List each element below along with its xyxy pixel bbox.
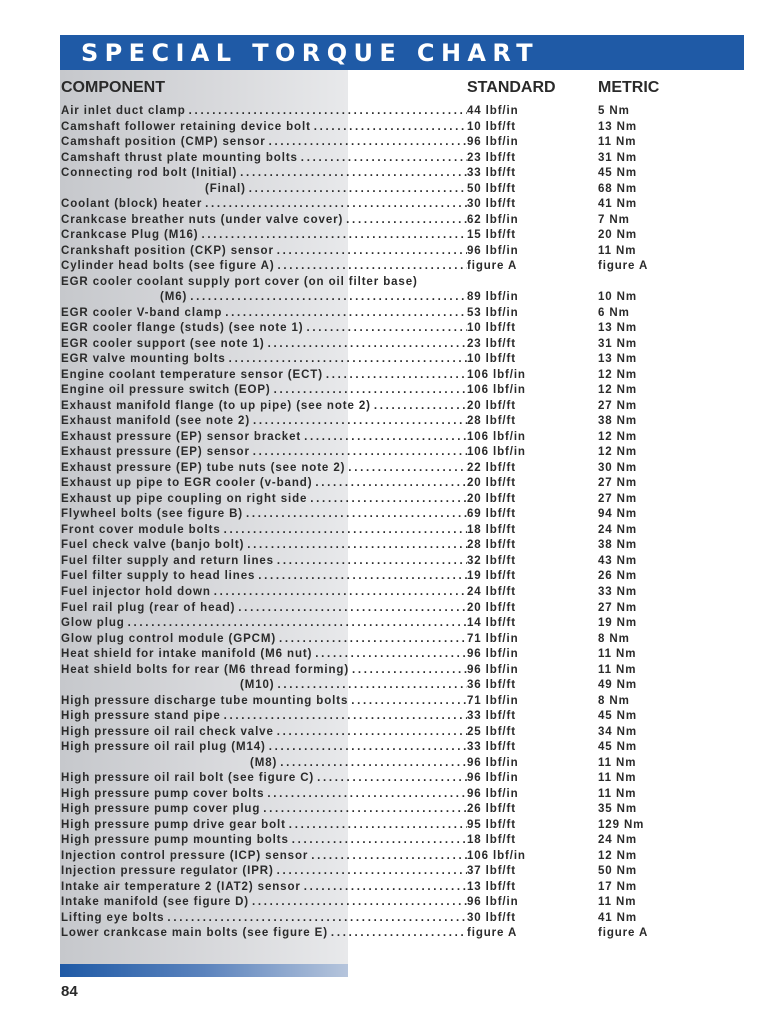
metric-value: 27 Nm bbox=[598, 477, 638, 490]
metric-value: figure A bbox=[598, 260, 649, 273]
component-name: Fuel filter supply to head lines . . . bbox=[61, 569, 467, 585]
table-row bbox=[0, 864, 768, 880]
standard-value: 25 lbf/ft bbox=[467, 725, 592, 741]
component-name: Fuel rail plug (rear of head) . . . bbox=[61, 601, 467, 617]
standard-value: 13 lbf/ft bbox=[467, 880, 592, 896]
table-row bbox=[0, 306, 768, 322]
table-row bbox=[0, 787, 768, 803]
table-row bbox=[0, 756, 768, 772]
table-row bbox=[0, 414, 768, 430]
metric-value: 12 Nm bbox=[598, 430, 638, 443]
metric-value: 35 Nm bbox=[598, 803, 638, 816]
component-name: EGR cooler flange (studs) (see note 1) . . . bbox=[61, 321, 467, 337]
standard-value: 20 lbf/ft bbox=[467, 399, 592, 415]
metric-value: 17 Nm bbox=[598, 880, 638, 893]
component-name: Injection control pressure (ICP) sensor . . . bbox=[61, 849, 467, 865]
table-row bbox=[0, 647, 768, 663]
component-name: Lower crankcase main bolts (see figure E) . . . bbox=[61, 926, 467, 942]
standard-value: 20 lbf/ft bbox=[467, 476, 592, 492]
metric-value: 13 Nm bbox=[598, 353, 638, 366]
component-name: Glow plug control module (GPCM) . . . bbox=[61, 632, 467, 648]
column-header-standard: STANDARD bbox=[467, 79, 556, 96]
standard-value: 28 lbf/ft bbox=[467, 538, 592, 554]
metric-value: 12 Nm bbox=[598, 368, 638, 381]
standard-value: 33 lbf/ft bbox=[467, 740, 592, 756]
component-name: Lifting eye bolts . . . bbox=[61, 911, 467, 927]
metric-value: 24 Nm bbox=[598, 523, 638, 536]
table-row bbox=[0, 849, 768, 865]
standard-value: 26 lbf/ft bbox=[467, 802, 592, 818]
component-name: Glow plug . . . bbox=[61, 616, 467, 632]
component-name: High pressure stand pipe . . . bbox=[61, 709, 467, 725]
standard-value: 22 lbf/ft bbox=[467, 461, 592, 477]
standard-value: 30 lbf/ft bbox=[467, 197, 592, 213]
metric-value: 68 Nm bbox=[598, 182, 638, 195]
metric-value: 20 Nm bbox=[598, 229, 638, 242]
table-row bbox=[0, 523, 768, 539]
table-row bbox=[0, 554, 768, 570]
metric-value: 5 Nm bbox=[598, 105, 630, 117]
metric-value: 45 Nm bbox=[598, 167, 638, 180]
metric-value: 31 Nm bbox=[598, 151, 638, 164]
standard-value: figure A bbox=[467, 926, 592, 942]
metric-value: 13 Nm bbox=[598, 322, 638, 335]
standard-value: 33 lbf/ft bbox=[467, 709, 592, 725]
table-row bbox=[0, 492, 768, 508]
standard-value: 10 lbf/ft bbox=[467, 120, 592, 136]
table-row bbox=[0, 569, 768, 585]
table-row bbox=[0, 151, 768, 167]
table-row bbox=[0, 678, 768, 694]
metric-value: 50 Nm bbox=[598, 865, 638, 878]
standard-value: 69 lbf/ft bbox=[467, 507, 592, 523]
component-name: High pressure oil rail bolt (see figure C) . . . bbox=[61, 771, 467, 787]
standard-value: 96 lbf/in bbox=[467, 135, 592, 151]
metric-value: 11 Nm bbox=[598, 648, 637, 661]
component-name: EGR cooler support (see note 1) . . . bbox=[61, 337, 467, 353]
standard-value: 30 lbf/ft bbox=[467, 911, 592, 927]
metric-value: 11 Nm bbox=[598, 663, 637, 676]
table-row bbox=[0, 337, 768, 353]
component-name: Intake manifold (see figure D) . . . bbox=[61, 895, 467, 911]
table-row bbox=[0, 802, 768, 818]
metric-value: 24 Nm bbox=[598, 834, 638, 847]
standard-value: 95 lbf/ft bbox=[467, 818, 592, 834]
page-number: 84 bbox=[61, 983, 78, 1000]
standard-value: 71 lbf/in bbox=[467, 632, 592, 648]
component-name: Engine coolant temperature sensor (ECT) . . . bbox=[61, 368, 467, 384]
blue-gradient-strip bbox=[60, 964, 348, 977]
metric-value: 10 Nm bbox=[598, 291, 638, 304]
component-name: Exhaust manifold flange (to up pipe) (see note 2) . . . bbox=[61, 399, 467, 415]
table-row bbox=[0, 585, 768, 601]
component-name: High pressure oil rail check valve . . . bbox=[61, 725, 467, 741]
page-title: SPECIAL TORQUE CHART bbox=[81, 39, 539, 67]
component-name: (M10) . . . bbox=[240, 678, 467, 694]
table-row bbox=[0, 725, 768, 741]
metric-value: 27 Nm bbox=[598, 492, 638, 505]
standard-value: 106 lbf/in bbox=[467, 368, 592, 384]
component-name: Exhaust pressure (EP) tube nuts (see note 2) . . . bbox=[61, 461, 467, 477]
standard-value: 18 lbf/ft bbox=[467, 523, 592, 539]
table-row bbox=[0, 632, 768, 648]
standard-value: 96 lbf/in bbox=[467, 771, 592, 787]
component-name: Exhaust up pipe to EGR cooler (v-band) . . . bbox=[61, 476, 467, 492]
standard-value: 33 lbf/ft bbox=[467, 166, 592, 182]
component-name: Camshaft position (CMP) sensor . . . bbox=[61, 135, 467, 151]
standard-value: 89 lbf/in bbox=[467, 290, 592, 306]
metric-value: 49 Nm bbox=[598, 679, 638, 692]
torque-table bbox=[0, 104, 768, 942]
table-row bbox=[0, 476, 768, 492]
standard-value: figure A bbox=[467, 259, 592, 275]
table-row bbox=[0, 694, 768, 710]
table-row bbox=[0, 244, 768, 260]
standard-value: 96 lbf/in bbox=[467, 244, 592, 260]
component-name: EGR cooler coolant supply port cover (on oil filter base) bbox=[61, 275, 418, 288]
table-row bbox=[0, 275, 768, 291]
metric-value: 38 Nm bbox=[598, 539, 638, 552]
standard-value: 106 lbf/in bbox=[467, 383, 592, 399]
table-row bbox=[0, 911, 768, 927]
metric-value: 41 Nm bbox=[598, 911, 638, 924]
metric-value: 11 Nm bbox=[598, 136, 637, 149]
component-name: Crankcase breather nuts (under valve cover) . . . bbox=[61, 213, 467, 229]
standard-value: 96 lbf/in bbox=[467, 756, 592, 772]
metric-value: 13 Nm bbox=[598, 120, 638, 133]
metric-value: 26 Nm bbox=[598, 570, 638, 583]
component-name: Exhaust up pipe coupling on right side . . . bbox=[61, 492, 467, 508]
table-row bbox=[0, 120, 768, 136]
standard-value: 50 lbf/ft bbox=[467, 182, 592, 198]
table-row bbox=[0, 290, 768, 306]
component-name: Exhaust manifold (see note 2) . . . bbox=[61, 414, 467, 430]
table-row bbox=[0, 895, 768, 911]
metric-value: 12 Nm bbox=[598, 849, 638, 862]
table-row bbox=[0, 182, 768, 198]
table-row bbox=[0, 135, 768, 151]
component-name: High pressure pump cover bolts . . . bbox=[61, 787, 467, 803]
component-name: Heat shield for intake manifold (M6 nut) . . . bbox=[61, 647, 467, 663]
metric-value: 12 Nm bbox=[598, 446, 638, 459]
standard-value: 96 lbf/in bbox=[467, 647, 592, 663]
standard-value: 71 lbf/in bbox=[467, 694, 592, 710]
component-name: High pressure oil rail plug (M14) . . . bbox=[61, 740, 467, 756]
standard-value: 14 lbf/ft bbox=[467, 616, 592, 632]
metric-value: 11 Nm bbox=[598, 772, 637, 785]
component-name: High pressure discharge tube mounting bolts . . . bbox=[61, 694, 467, 710]
metric-value: 27 Nm bbox=[598, 399, 638, 412]
table-row bbox=[0, 445, 768, 461]
metric-value: 129 Nm bbox=[598, 818, 645, 831]
standard-value: 106 lbf/in bbox=[467, 849, 592, 865]
component-name: Air inlet duct clamp . . . bbox=[61, 104, 467, 120]
component-name: Exhaust pressure (EP) sensor bracket . . . bbox=[61, 430, 467, 446]
standard-value: 23 lbf/ft bbox=[467, 151, 592, 167]
metric-value: 7 Nm bbox=[598, 213, 630, 226]
metric-value: 45 Nm bbox=[598, 741, 638, 754]
standard-value: 96 lbf/in bbox=[467, 663, 592, 679]
metric-value: 11 Nm bbox=[598, 896, 637, 909]
component-name: Connecting rod bolt (Initial) . . . bbox=[61, 166, 467, 182]
component-name: Crankshaft position (CKP) sensor . . . bbox=[61, 244, 467, 260]
metric-value: 11 Nm bbox=[598, 756, 637, 769]
component-name: Front cover module bolts . . . bbox=[61, 523, 467, 539]
metric-value: 12 Nm bbox=[598, 384, 638, 397]
table-row bbox=[0, 430, 768, 446]
metric-value: 45 Nm bbox=[598, 710, 638, 723]
component-name: Coolant (block) heater . . . bbox=[61, 197, 467, 213]
title-bar bbox=[60, 35, 744, 70]
standard-value: 15 lbf/ft bbox=[467, 228, 592, 244]
table-row bbox=[0, 507, 768, 523]
metric-value: 38 Nm bbox=[598, 415, 638, 428]
table-row bbox=[0, 259, 768, 275]
table-row bbox=[0, 461, 768, 477]
table-row bbox=[0, 771, 768, 787]
metric-value: figure A bbox=[598, 927, 649, 940]
table-row bbox=[0, 399, 768, 415]
metric-value: 31 Nm bbox=[598, 337, 638, 350]
standard-value: 19 lbf/ft bbox=[467, 569, 592, 585]
standard-value: 18 lbf/ft bbox=[467, 833, 592, 849]
table-row bbox=[0, 321, 768, 337]
standard-value: 106 lbf/in bbox=[467, 430, 592, 446]
table-row bbox=[0, 616, 768, 632]
column-header-component: COMPONENT bbox=[61, 79, 165, 96]
component-name: Camshaft thrust plate mounting bolts . . . bbox=[61, 151, 467, 167]
metric-value: 8 Nm bbox=[598, 694, 630, 707]
table-row bbox=[0, 538, 768, 554]
metric-value: 27 Nm bbox=[598, 601, 638, 614]
component-name: High pressure pump mounting bolts . . . bbox=[61, 833, 467, 849]
table-row bbox=[0, 368, 768, 384]
table-row bbox=[0, 228, 768, 244]
metric-value: 43 Nm bbox=[598, 554, 638, 567]
table-row bbox=[0, 833, 768, 849]
component-name: EGR valve mounting bolts . . . bbox=[61, 352, 467, 368]
standard-value: 20 lbf/ft bbox=[467, 601, 592, 617]
standard-value: 28 lbf/ft bbox=[467, 414, 592, 430]
metric-value: 6 Nm bbox=[598, 306, 630, 319]
component-name: High pressure pump cover plug . . . bbox=[61, 802, 467, 818]
component-name: Fuel injector hold down . . . bbox=[61, 585, 467, 601]
standard-value: 20 lbf/ft bbox=[467, 492, 592, 508]
component-name: Engine oil pressure switch (EOP) . . . bbox=[61, 383, 467, 399]
table-row bbox=[0, 740, 768, 756]
standard-value: 36 lbf/ft bbox=[467, 678, 592, 694]
table-row bbox=[0, 880, 768, 896]
table-row bbox=[0, 926, 768, 942]
component-name: Cylinder head bolts (see figure A) . . . bbox=[61, 259, 467, 275]
metric-value: 8 Nm bbox=[598, 632, 630, 645]
component-name: Exhaust pressure (EP) sensor . . . bbox=[61, 445, 467, 461]
standard-value: 23 lbf/ft bbox=[467, 337, 592, 353]
metric-value: 30 Nm bbox=[598, 461, 638, 474]
component-name: Fuel filter supply and return lines . . . bbox=[61, 554, 467, 570]
table-row bbox=[0, 601, 768, 617]
component-name: EGR cooler V-band clamp . . . bbox=[61, 306, 467, 322]
table-row bbox=[0, 197, 768, 213]
standard-value: 10 lbf/ft bbox=[467, 321, 592, 337]
standard-value: 37 lbf/ft bbox=[467, 864, 592, 880]
column-header-metric: METRIC bbox=[598, 79, 660, 96]
component-name: (Final) . . . bbox=[205, 182, 467, 198]
table-row bbox=[0, 104, 768, 120]
metric-value: 11 Nm bbox=[598, 244, 637, 257]
table-row bbox=[0, 383, 768, 399]
standard-value: 62 lbf/in bbox=[467, 213, 592, 229]
table-row bbox=[0, 709, 768, 725]
standard-value: 96 lbf/in bbox=[467, 787, 592, 803]
standard-value: 106 lbf/in bbox=[467, 445, 592, 461]
metric-value: 34 Nm bbox=[598, 725, 638, 738]
metric-value: 11 Nm bbox=[598, 787, 637, 800]
standard-value: 53 lbf/in bbox=[467, 306, 592, 322]
component-name: High pressure pump drive gear bolt . . . bbox=[61, 818, 467, 834]
metric-value: 19 Nm bbox=[598, 617, 638, 630]
component-name: (M8) . . . bbox=[250, 756, 467, 772]
component-name: (M6) . . . bbox=[160, 290, 467, 306]
table-row bbox=[0, 663, 768, 679]
standard-value: 96 lbf/in bbox=[467, 895, 592, 911]
standard-value: 10 lbf/ft bbox=[467, 352, 592, 368]
standard-value: 44 lbf/in bbox=[467, 104, 592, 120]
component-name: Fuel check valve (banjo bolt) . . . bbox=[61, 538, 467, 554]
metric-value: 41 Nm bbox=[598, 198, 638, 211]
component-name: Crankcase Plug (M16) . . . bbox=[61, 228, 467, 244]
standard-value: 24 lbf/ft bbox=[467, 585, 592, 601]
table-row bbox=[0, 213, 768, 229]
metric-value: 94 Nm bbox=[598, 508, 638, 521]
component-name: Camshaft follower retaining device bolt . . . bbox=[61, 120, 467, 136]
component-name: Intake air temperature 2 (IAT2) sensor . . . bbox=[61, 880, 467, 896]
component-name: Injection pressure regulator (IPR) . . . bbox=[61, 864, 467, 880]
table-row bbox=[0, 166, 768, 182]
standard-value: 32 lbf/ft bbox=[467, 554, 592, 570]
table-row bbox=[0, 818, 768, 834]
metric-value: 33 Nm bbox=[598, 585, 638, 598]
component-name: Flywheel bolts (see figure B) . . . bbox=[61, 507, 467, 523]
table-row bbox=[0, 352, 768, 368]
component-name: Heat shield bolts for rear (M6 thread forming) . . . bbox=[61, 663, 467, 679]
